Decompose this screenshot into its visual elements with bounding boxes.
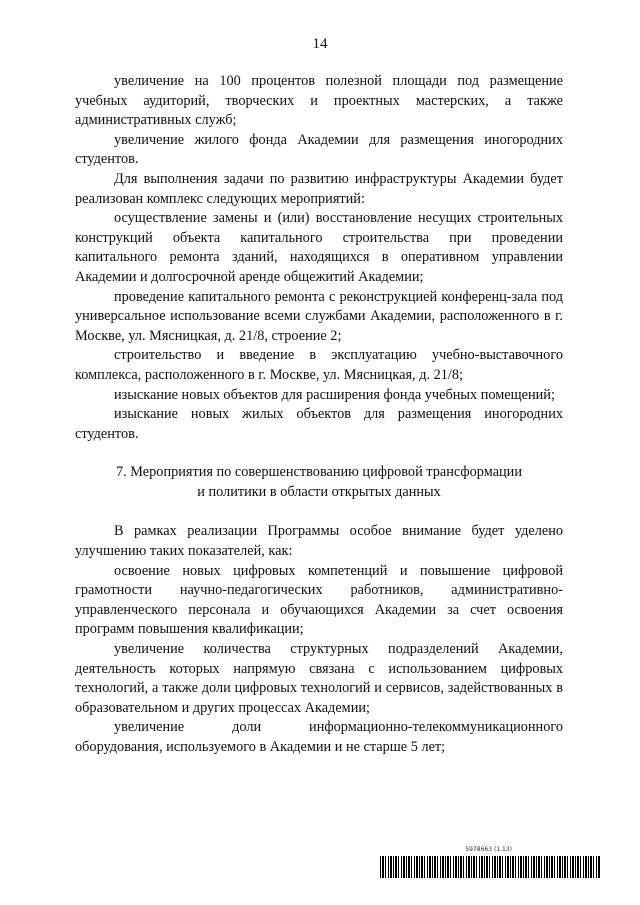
paragraph: Для выполнения задачи по развитию инфраструктуры Академии будет реализован комплекс следующих мероприятий: (75, 170, 563, 207)
paragraph: освоение новых цифровых компетенций и повышение цифровой грамотности научно-педагогических работников, административно-управленческого персонала и обучающихся Академии за счет освоения программ повышения квалификации; (75, 562, 563, 638)
section-heading (75, 463, 563, 502)
paragraph: проведение капитального ремонта с реконструкцией конференц-зала под универсальное использование всеми службами Академии, расположенного в г. Москве, ул. Мясницкая, д. 21/8, строение 2; (75, 288, 563, 344)
document-body (75, 72, 563, 758)
document-barcode (380, 846, 600, 886)
paragraph: осуществление замены и (или) восстановление несущих строительных конструкций объекта капитального строительства при проведении капитального ремонта зданий, находящихся в оперативном управлении Академии и долгосрочной аренде общежитий Академии; (75, 210, 563, 285)
page-number: 14 (312, 36, 328, 52)
paragraph: В рамках реализации Программы особое внимание будет уделено улучшению таких показателей, как: (75, 523, 563, 560)
barcode-id: 5978663 (1.13) (465, 846, 512, 853)
paragraph: строительство и введение в эксплуатацию учебно-выставочного комплекса, расположенного в г. Москве, ул. Мясницкая, д. 21/8; (75, 347, 563, 383)
paragraph: увеличение на 100 процентов полезной площади под размещение учебных аудиторий, творческих и проектных мастерских, а также административных служб; (75, 73, 563, 129)
paragraph: изыскание новых объектов для расширения фонда учебных помещений; (114, 386, 555, 403)
section-heading-line: и политики в области открытых данных (197, 483, 441, 500)
paragraph: изыскание новых жилых объектов для размещения иногородних студентов. (75, 406, 563, 442)
section-heading-line: 7. Мероприятия по совершенствованию цифровой трансформации (115, 464, 522, 481)
paragraph: увеличение доли информационно-телекоммуникационного оборудования, используемого в Академии и не старше 5 лет; (75, 719, 563, 755)
paragraph: увеличение жилого фонда Академии для размещения иногородних студентов. (75, 131, 563, 168)
paragraph: увеличение количества структурных подразделений Академии, деятельность которых напрямую связана с использованием цифровых технологий, а также доли цифровых технологий и сервисов, задействованных в образовательном и других процессах Академии; (75, 641, 563, 716)
barcode-icon (380, 856, 600, 878)
